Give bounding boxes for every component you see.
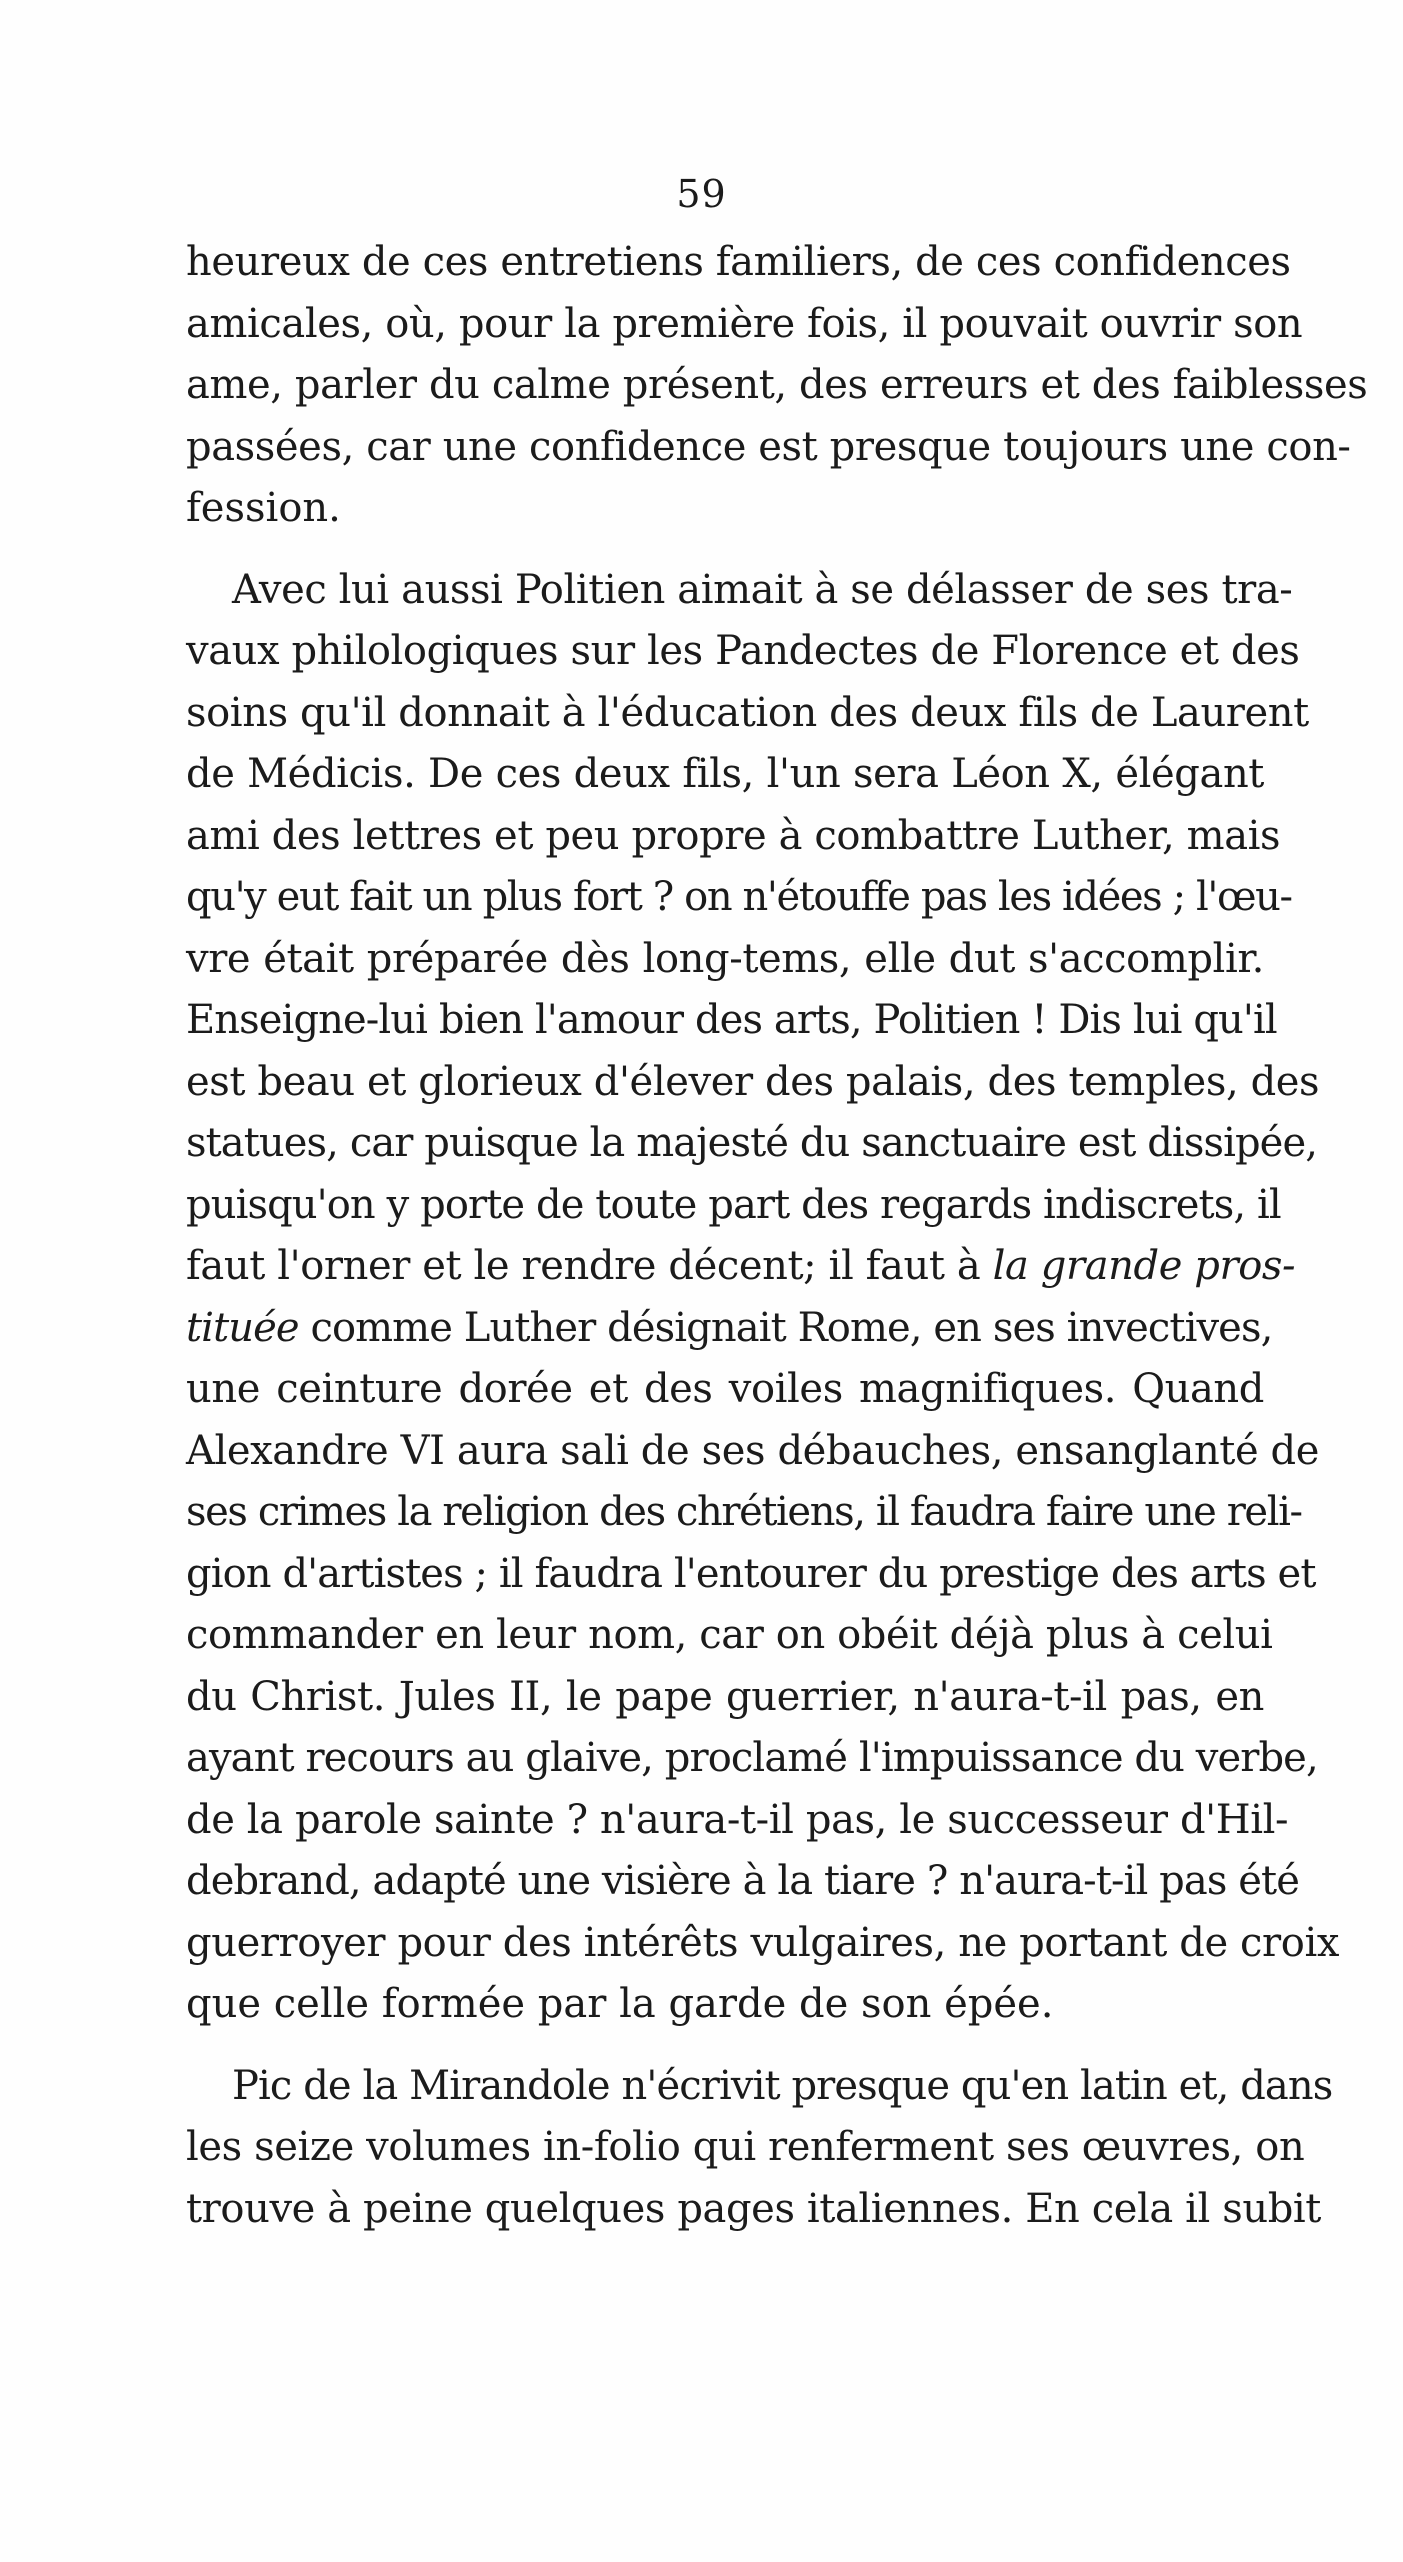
text-line: qu'y eut fait un plus fort ? on n'étouffe pas les idées ; l'œu- xyxy=(186,874,1292,920)
text-line xyxy=(186,1298,1273,1360)
italic-text-fragment: la grande pros- xyxy=(992,1243,1296,1289)
text-line: vaux philologiques sur les Pandectes de Florence et des xyxy=(186,628,1300,674)
text-line: gion d'artistes ; il faudra l'entourer du prestige des arts et xyxy=(186,1550,1316,1597)
text-line: une ceinture dorée et des voiles magnifiques. Quand xyxy=(186,1366,1264,1412)
text-line: fession. xyxy=(186,485,341,531)
text-line: Enseigne-lui bien l'amour des arts, Politien ! Dis lui qu'il xyxy=(186,997,1277,1043)
text-line: est beau et glorieux d'élever des palais, des temples, des xyxy=(186,1058,1320,1105)
text-line: commander en leur nom, car on obéit déjà plus à celui xyxy=(186,1612,1273,1658)
text-line xyxy=(186,1236,1296,1298)
text-line: de Médicis. De ces deux fils, l'un sera Léon X, élégant xyxy=(186,751,1264,797)
text-line: heureux de ces entretiens familiers, de ces confidences xyxy=(186,239,1291,285)
italic-text-fragment: tituée xyxy=(186,1304,299,1351)
text-line: ami des lettres et peu propre à combattre Luther, mais xyxy=(186,812,1281,859)
text-line: vre était préparée dès long-tems, elle dut s'accomplir. xyxy=(186,935,1264,982)
text-line: guerroyer pour des intérêts vulgaires, ne portant de croix xyxy=(186,1919,1340,1966)
text-line: les seize volumes in-folio qui renferment ses œuvres, on xyxy=(186,2124,1305,2170)
text-fragment: comme Luther désignait Rome, en ses invectives, xyxy=(298,1304,1273,1351)
text-line: passées, car une confidence est presque toujours une con- xyxy=(186,423,1351,470)
text-fragment: faut l'orner et le rendre décent; il faut à xyxy=(186,1243,993,1289)
text-line: Avec lui aussi Politien aimait à se délasser de ses tra- xyxy=(232,566,1293,613)
text-line: de la parole sainte ? n'aura-t-il pas, le successeur d'Hil- xyxy=(186,1796,1289,1843)
text-line: trouve à peine quelques pages italiennes. En cela il subit xyxy=(186,2185,1321,2232)
page-number: 59 xyxy=(676,172,727,216)
text-line: du Christ. Jules II, le pape guerrier, n'aura-t-il pas, en xyxy=(186,1673,1264,1720)
body-text xyxy=(186,232,1368,2240)
text-line: ses crimes la religion des chrétiens, il faudra faire une reli- xyxy=(186,1489,1302,1535)
text-line: debrand, adapté une visière à la tiare ? n'aura-t-il pas été xyxy=(186,1858,1299,1904)
text-line: ayant recours au glaive, proclamé l'impuissance du verbe, xyxy=(186,1735,1318,1781)
text-line: statues, car puisque la majesté du sanctuaire est dissipée, xyxy=(186,1120,1318,1166)
text-line: puisqu'on y porte de toute part des regards indiscrets, il xyxy=(186,1181,1281,1228)
text-line: amicales, où, pour la première fois, il pouvait ouvrir son xyxy=(186,300,1303,347)
text-line: ame, parler du calme présent, des erreurs et des faiblesses xyxy=(186,362,1368,408)
text-line: Pic de la Mirandole n'écrivit presque qu'en latin et, dans xyxy=(232,2062,1333,2109)
text-line: que celle formée par la garde de son épée. xyxy=(186,1981,1054,2027)
text-line: soins qu'il donnait à l'éducation des deux fils de Laurent xyxy=(186,689,1309,736)
text-line: Alexandre VI aura sali de ses débauches, ensanglanté de xyxy=(186,1427,1320,1474)
